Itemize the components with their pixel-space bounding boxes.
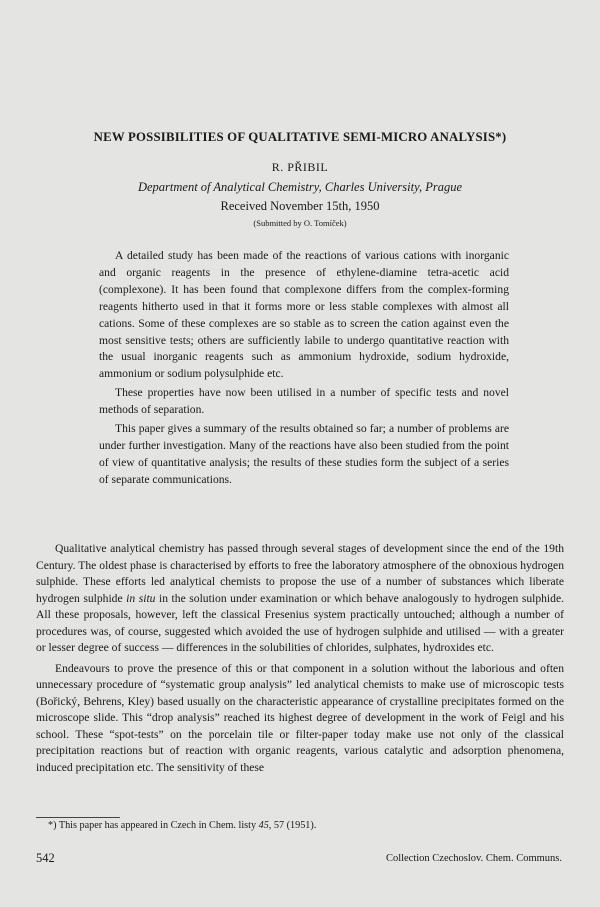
paper-title: NEW POSSIBILITIES OF QUALITATIVE SEMI-MICRO ANALYSIS*) xyxy=(93,130,507,144)
abstract-paragraph: This paper gives a summary of the results obtained so far; a number of problems are under further investigation. Many of the reactions have also been studied from the point of view of quantitative analysis; the results of these studies form the subject of a series of separate communications. xyxy=(99,422,509,486)
abstract-paragraph: These properties have now been utilised in a number of specific tests and novel methods of separation. xyxy=(99,386,509,417)
footnote-rule xyxy=(36,817,120,818)
body-paragraph xyxy=(36,541,564,657)
body-paragraph: Endeavours to prove the presence of this or that component in a solution without the laborious and often unnecessary procedure of “systematic group analysis” led analytical chemists to make use of microscopic tests (Bořický, Behrens, Kley) based usually on the characteristic appearance of crystalline precipitates formed on the microscope slide. This “drop analysis” reached its highest degree of development in the work of Feigl and his school. These “spot-tests” on the porcelain tile or filter-paper today make use not only of the classical precipitation reactions but of reaction with organic reagents, various catalytic and adsorption phenomena, induced precipitation etc. The sensitivity of these xyxy=(36,661,564,774)
footnote-text-end: , 57 (1951). xyxy=(268,820,317,831)
footnote-text: *) This paper has appeared in Czech in Chem. listy xyxy=(48,820,259,831)
abstract-paragraph: A detailed study has been made of the reactions of various cations with inorganic and organic reagents in the presence of ethylene-diamine tetra-acetic acid (complexone). It has been found that complexone differs from the complex-forming reagents hitherto used in that it forms more or less stable complexes with almost all cations. Some of these complexes are so stable as to screen the cation against even the most sensitive tests; others are sufficiently labile to undergo quantitative reaction with the usual inorganic reagents such as ammonium hydroxide, sodium hydroxide, ammonium or sodium polysulphide etc. xyxy=(99,249,509,381)
body-text-run: in the solution under examination or which behave analogously to hydrogen sulphide. All these proposals, however, left the classical Fresenius system practically untouched; although a number of procedures was, of course, suggested which avoided the use of hydrogen sulphide and utilised — with a greater or lesser degree of success — differences in the solubilities of chlorides, sulphates, hydroxides etc. xyxy=(36,591,564,654)
body-text xyxy=(36,541,564,776)
journal-name: Collection Czechoslov. Chem. Communs. xyxy=(385,853,562,864)
author-affiliation: Department of Analytical Chemistry, Charles University, Prague xyxy=(137,180,463,194)
footnote-volume: 45 xyxy=(258,820,269,831)
body-italic-run: in situ xyxy=(126,591,156,605)
page-number: 542 xyxy=(36,851,55,865)
submitted-by: (Submitted by O. Tomíček) xyxy=(253,218,347,228)
abstract xyxy=(99,248,509,489)
body-text-run: Qualitative analytical chemistry has passed through several stages of development since the end of the 19th Century. The oldest phase is characterised by efforts to free the laboratory atmosphere of the obnoxious hydrogen sulphide. These efforts led analytical chemists to propose the use of a number of substances which liberate hydrogen sulphide xyxy=(36,542,564,605)
author-name: R. PŘIBIL xyxy=(271,160,329,174)
footnote xyxy=(48,820,316,831)
received-date: Received November 15th, 1950 xyxy=(220,199,380,213)
